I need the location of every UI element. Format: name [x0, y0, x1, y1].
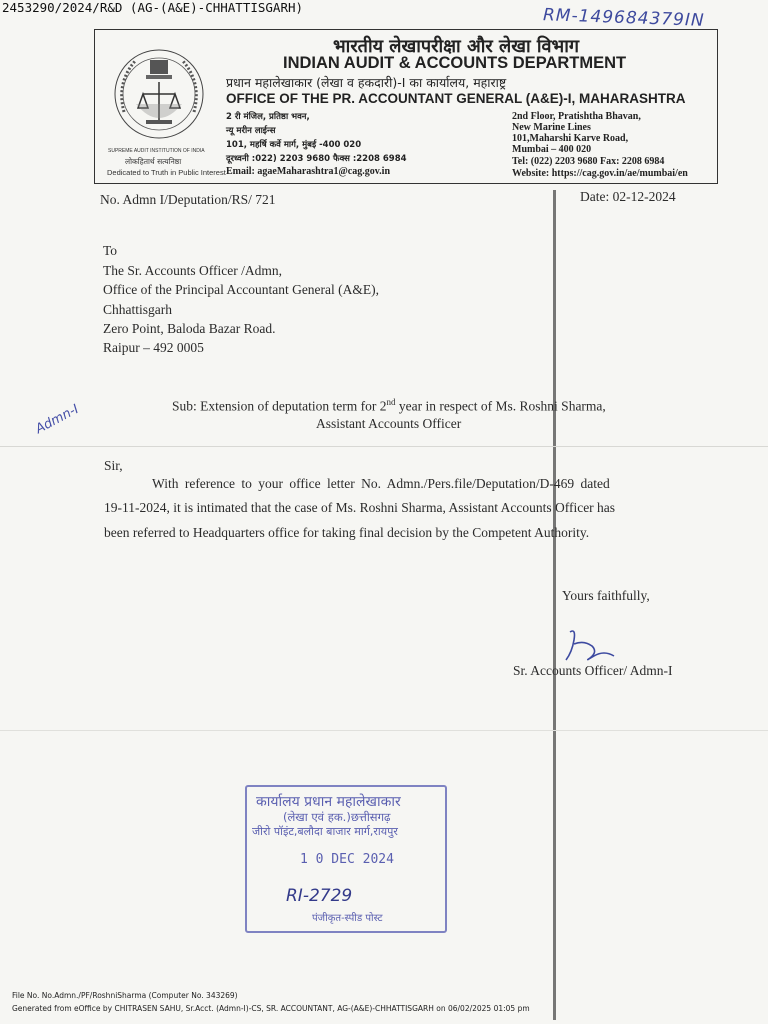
- office-name-hindi: प्रधान महालेखाकार (लेखा व हकदारी)-I का कार्यालय, महाराष्ट्र: [226, 75, 507, 90]
- stamp-footer: पंजीकृत-स्पीड पोस्ट: [312, 913, 383, 924]
- subject-prefix: Sub: Extension of deputation term for 2: [172, 398, 387, 414]
- address-english-line: New Marine Lines: [512, 122, 591, 133]
- to-label: To: [103, 243, 118, 258]
- phone-fax-line: Tel: (022) 2203 9680 Fax: 2208 6984: [512, 156, 665, 167]
- paper-crease: [0, 446, 768, 447]
- emblem-caption-english: SUPREME AUDIT INSTITUTION OF INDIA: [108, 148, 205, 154]
- signatory-designation: Sr. Accounts Officer/ Admn-I: [513, 663, 673, 678]
- handwritten-registered-mail-number: RM-149684379IN: [542, 5, 705, 31]
- address-english-line: 2nd Floor, Pratishtha Bhavan,: [512, 111, 641, 122]
- department-title-english: INDIAN AUDIT & ACCOUNTS DEPARTMENT: [283, 54, 627, 72]
- emblem-tagline: Dedicated to Truth in Public Interest: [107, 168, 226, 177]
- stamp-receipt-number: RI-2729: [286, 886, 353, 906]
- handwritten-admn-note: Admn-I: [33, 401, 82, 438]
- subject-line: [172, 397, 606, 415]
- paper-crease: [0, 730, 768, 731]
- body-line: been referred to Headquarters office for taking final decision by the Competent Authority.: [104, 525, 590, 540]
- address-english-line: Mumbai – 400 020: [512, 144, 592, 155]
- signature-icon: [562, 626, 622, 666]
- body-line: With reference to your office letter No. Admn./Pers.file/Deputation/D-469 dated: [152, 476, 610, 491]
- recipient-line: Zero Point, Baloda Bazar Road.: [103, 321, 276, 336]
- stamp-line: जीरो पॉइंट,बलौदा बाजार मार्ग,रायपुर: [252, 825, 398, 838]
- stamp-date: 1 0 DEC 2024: [300, 852, 394, 867]
- address-hindi-line: न्यू मरीन लाईन्स: [226, 126, 276, 136]
- letter-number: No. Admn I/Deputation/RS/ 721: [100, 192, 276, 207]
- closing-phrase: Yours faithfully,: [562, 588, 650, 603]
- emblem-caption-hindi: लोकहितार्थ सत्यनिष्ठा: [125, 157, 182, 166]
- letter-date: Date: 02-12-2024: [580, 189, 676, 204]
- address-hindi-line: दूरध्वनी :022) 2203 9680 फैक्स :2208 6984: [226, 154, 407, 164]
- footer-file-number: File No. No.Admn./PF/RoshniSharma (Computer No. 343269): [12, 991, 238, 1000]
- body-line: 19-11-2024, it is intimated that the case of Ms. Roshni Sharma, Assistant Accounts Officer has: [104, 500, 616, 515]
- subject-suffix: year in respect of Ms. Roshni Sharma,: [395, 398, 606, 414]
- address-hindi-line: 2 री मंजिल, प्रतिष्ठा भवन,: [226, 112, 310, 122]
- department-title-hindi: भारतीय लेखापरीक्षा और लेखा विभाग: [333, 36, 579, 57]
- recipient-line: Raipur – 492 0005: [103, 340, 204, 355]
- scan-fold-line: [553, 190, 556, 1020]
- address-english-line: 101,Maharshi Karve Road,: [512, 133, 629, 144]
- footer-generated-info: Generated from eOffice by CHITRASEN SAHU, Sr.Acct. (Admn-I)-CS, SR. ACCOUNTANT, AG-(A&E)-CHHATTISGARH on 06/02/2025 01:05 pm: [12, 1004, 530, 1013]
- stamp-line: कार्यालय प्रधान महालेखाकार: [256, 794, 401, 810]
- website-line: Website: https://cag.gov.in/ae/mumbai/en: [512, 168, 688, 179]
- document-reference: 2453290/2024/R&D (AG-(A&E)-CHHATTISGARH): [2, 0, 304, 15]
- recipient-line: The Sr. Accounts Officer /Admn,: [103, 263, 282, 278]
- subject-superscript: nd: [386, 397, 396, 407]
- subject-line-2: Assistant Accounts Officer: [316, 416, 462, 431]
- stamp-line: (लेखा एवं हक.)छत्तीसगढ़: [283, 810, 391, 824]
- salutation: Sir,: [104, 458, 123, 473]
- recipient-line: Office of the Principal Accountant General (A&E),: [103, 282, 380, 297]
- office-name-english: OFFICE OF THE PR. ACCOUNTANT GENERAL (A&E)-I, MAHARASHTRA: [226, 91, 686, 106]
- email-address: Email: agaeMaharashtra1@cag.gov.in: [226, 166, 391, 177]
- address-hindi-line: 101, महर्षि कर्वे मार्ग, मुंबई -400 020: [226, 140, 362, 150]
- recipient-line: Chhattisgarh: [103, 302, 172, 317]
